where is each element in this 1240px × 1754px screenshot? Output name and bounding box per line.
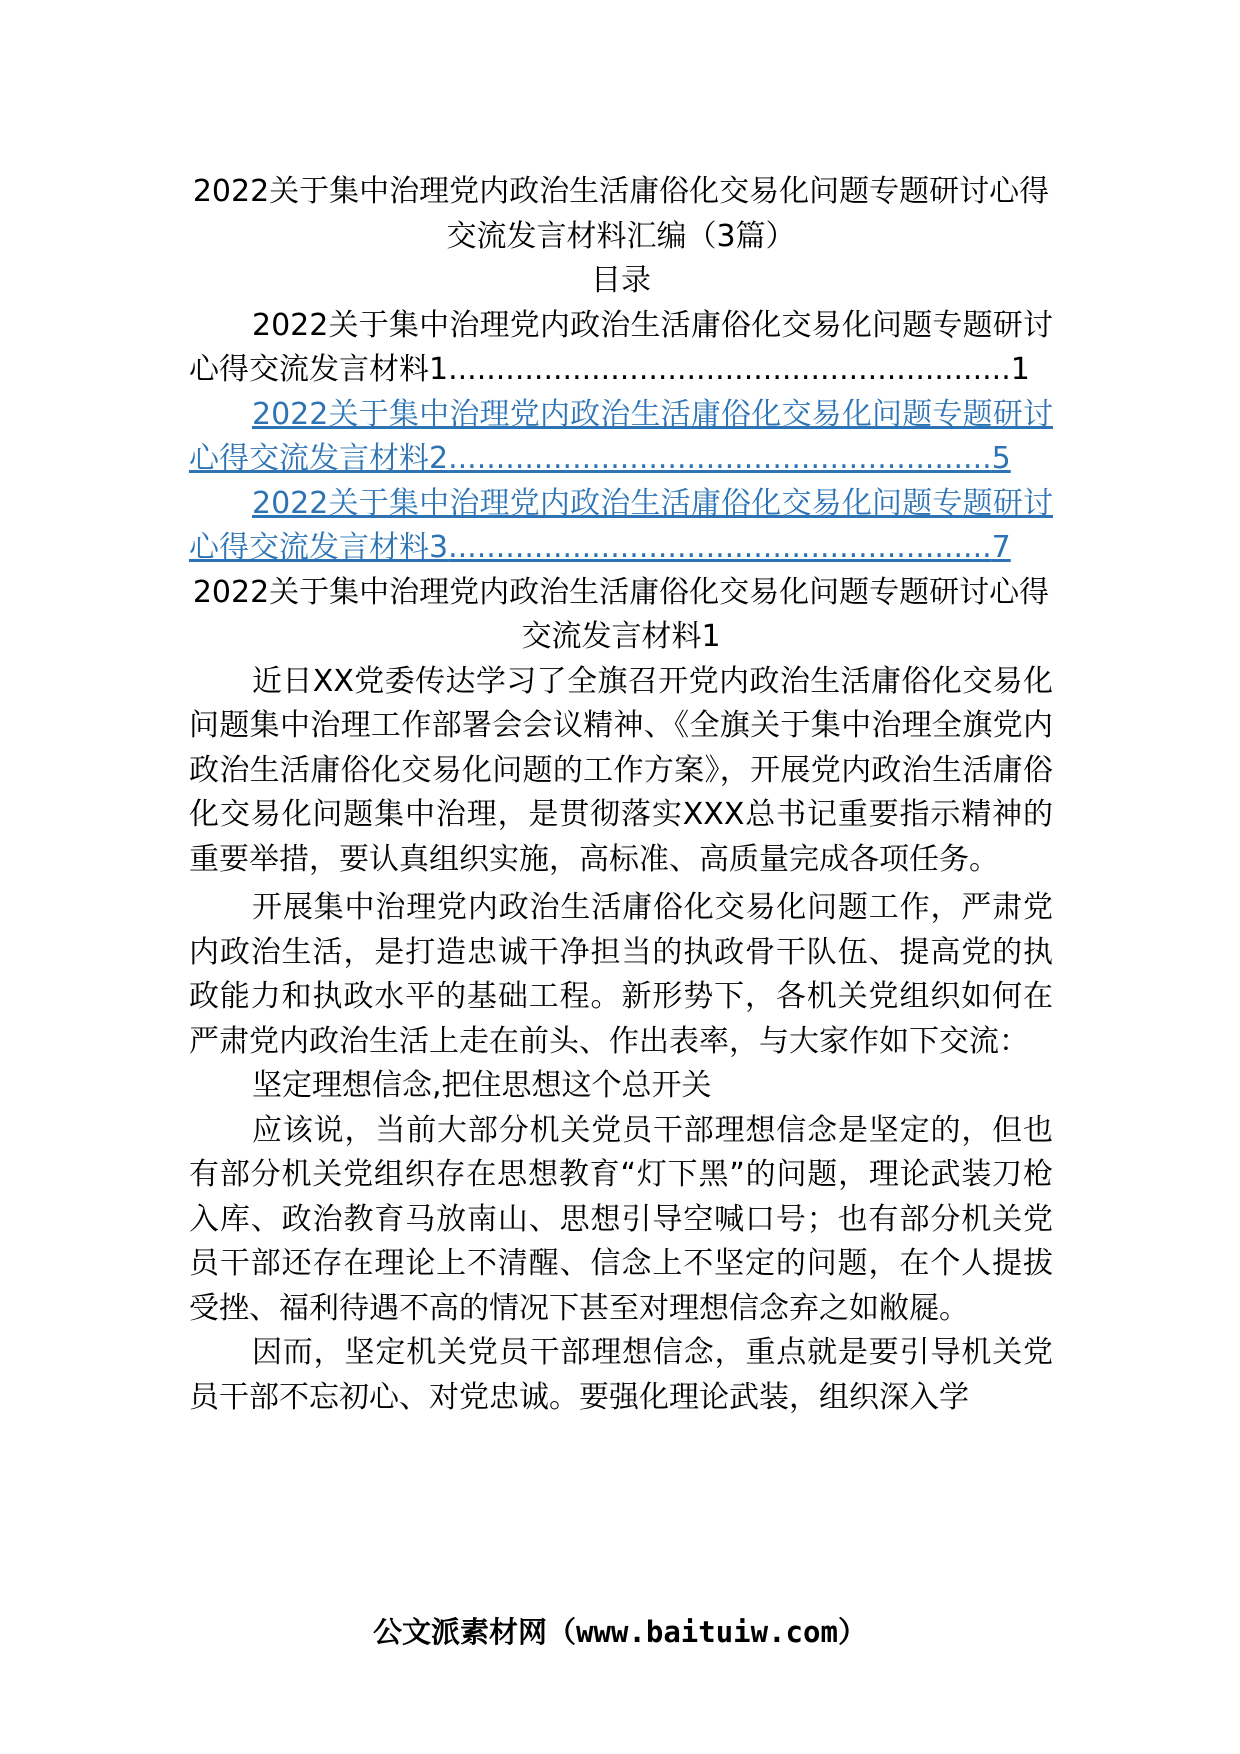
toc-leader-dots: ......................................................... xyxy=(448,441,992,476)
body-paragraph: 因而，坚定机关党员干部理想信念，重点就是要引导机关党员干部不忘初心、对党忠诚。要强化理论武装，组织深入学 xyxy=(189,1335,1053,1415)
body-paragraph: 近日XX党委传达学习了全旗召开党内政治生活庸俗化交易化问题集中治理工作部署会会议精神、《全旗关于集中治理全旗党内政治生活庸俗化交易化问题的工作方案》，开展党内政治生活庸俗化交易化问题集中治理，是贯彻落实XXX总书记重要指示精神的重要举措，要认真组织实施，高标准、高质量完成各项任务。 xyxy=(189,663,1053,877)
article-title: 2022关于集中治理党内政治生活庸俗化交易化问题专题研讨心得交流发言材料1 xyxy=(192,574,1050,654)
document-title: 2022关于集中治理党内政治生活庸俗化交易化问题专题研讨心得交流发言材料汇编（3篇） xyxy=(192,174,1050,254)
document-page xyxy=(189,170,1053,1420)
toc-entry-1[interactable] xyxy=(189,304,1053,393)
toc-leader-dots: ........................................................... xyxy=(448,352,1011,387)
footer-site-name: 公文派素材网 xyxy=(373,1615,548,1649)
toc-page-number: 7 xyxy=(991,530,1011,565)
toc-page-number: 5 xyxy=(991,441,1011,476)
toc-entry-3[interactable] xyxy=(189,482,1053,571)
toc-heading: 目录 xyxy=(591,263,651,298)
section-heading: 坚定理想信念,把住思想这个总开关 xyxy=(252,1068,712,1103)
toc-entry-link-text[interactable]: 2022关于集中治理党内政治生活庸俗化交易化问题专题研讨心得交流发言材料3 xyxy=(189,485,1053,565)
toc-entry-link-text[interactable]: 2022关于集中治理党内政治生活庸俗化交易化问题专题研讨心得交流发言材料2 xyxy=(189,396,1053,476)
toc-page-number: 1 xyxy=(1010,352,1030,387)
body-paragraph: 开展集中治理党内政治生活庸俗化交易化问题工作，严肃党内政治生活，是打造忠诚干净担当的执政骨干队伍、提高党的执政能力和执政水平的基础工程。新形势下，各机关党组织如何在严肃党内政治生活上走在前头、作出表率，与大家作如下交流： xyxy=(189,890,1053,1059)
page-footer xyxy=(0,1610,1240,1651)
toc-entry-2[interactable] xyxy=(189,393,1053,482)
body-paragraph: 应该说，当前大部分机关党员干部理想信念是坚定的，但也有部分机关党组织存在思想教育“灯下黑”的问题，理论武装刀枪入库、政治教育马放南山、思想引导空喊口号；也有部分机关党员干部还存在理论上不清醒、信念上不坚定的问题，在个人提拔受挫、福利待遇不高的情况下甚至对理想信念弃之如敝屣。 xyxy=(189,1112,1053,1326)
toc-entry-text: 2022关于集中治理党内政治生活庸俗化交易化问题专题研讨心得交流发言材料1 xyxy=(189,307,1053,387)
toc-leader-dots: ......................................................... xyxy=(448,530,992,565)
footer-url[interactable]: （www.baituiw.com） xyxy=(547,1615,867,1649)
